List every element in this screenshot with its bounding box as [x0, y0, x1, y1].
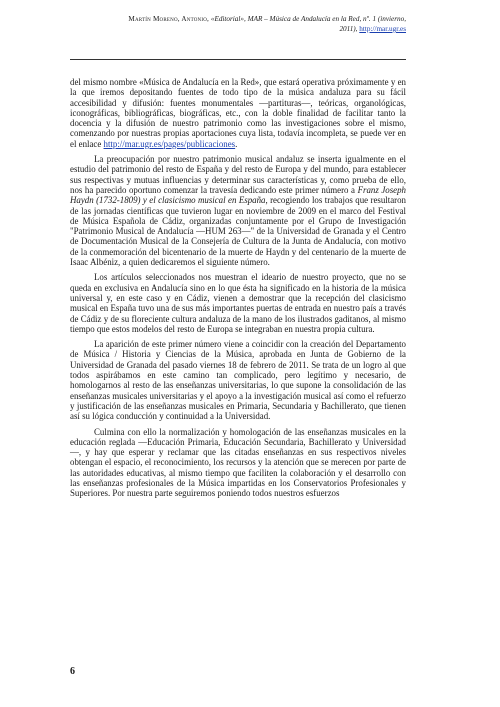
header-title: «Editorial», [210, 15, 246, 23]
issue-title-italic: Franz Joseph Haydn (1732-1809) y el clasicismo musical en España [70, 184, 406, 206]
paragraph-3: Los artículos seleccionados nos muestran el ideario de nuestro proyecto, que no se queda en exclusiva en Andalucía sino en lo que ésta ha significado en la historia de la música universal y, en este caso y en Cádiz, vienen a demostrar que la recepción del clasicismo musical en España tuvo una de sus más importantes puertas de entrada en nuestro país a través de Cádiz y de su floreciente cultura andaluza de la mano de los ilustrados gaditanos, al mismo tiempo que estos modelos del resto de Europa se integraban en nuestra propia cultura. [70, 272, 406, 334]
header-divider [70, 59, 406, 60]
publications-link[interactable]: http://mar.ugr.es/pages/publicaciones [103, 138, 236, 149]
running-header [70, 14, 406, 34]
paragraph-1-text: del mismo nombre «Música de Andalucía en la Red», que estará operativa próximamente y en la que iremos depositando fuentes de todo tipo de la música andaluza para su fácil accesibilidad y difusión: fuentes monumentales —partituras—, teóricas, organológicas, iconográficas, bibliográficas, biográficas, etc., con la doble finalidad de facilitar tanto la docencia y la difusión de nuestro patrimonio como las investigaciones sobre el mismo, comenzando por nuestras propias aportaciones cuya lista, todavía incompleta, se puede ver en el enlace [70, 77, 406, 149]
body-text [70, 77, 406, 504]
paragraph-5: Culmina con ello la normalización y homologación de las enseñanzas musicales en la educación reglada —Educación Primaria, Educación Secundaria, Bachillerato y Universidad—, y hay que esperar y reclamar que las citadas enseñanzas en sus respectivos niveles obtengan el espacio, el reconocimiento, los recursos y la atención que se merecen por parte de las autoridades educativas, al mismo tiempo que faciliten la colaboración y el desarrollo con las enseñanzas profesionales de la Música impartidas en los Conservatorios Profesionales y Superiores. Por nuestra parte seguiremos poniendo todos nuestros esfuerzos [70, 426, 406, 499]
paragraph-2-text: La preocupación por nuestro patrimonio musical andaluz se inserta igualmente en el estudio del patrimonio del resto de España y del resto de Europa y del mundo, para establecer sus respectivas y mutuas influencias y determinar sus características y, como prueba de ello, nos ha parecido oportuno comenzar la travesía dedicando este primer número a [70, 154, 406, 195]
page-number: 6 [70, 666, 75, 677]
paragraph-1 [70, 77, 406, 149]
header-author: Martín Moreno, Antonio, [128, 15, 210, 23]
header-issue: nº. 1 (invierno, [363, 15, 406, 23]
header-journal: MAR – Música de Andalucía en la Red, [247, 15, 362, 23]
header-url-link[interactable]: http://mar.ugr.es [359, 25, 406, 33]
paragraph-1-end: . [235, 138, 238, 149]
paragraph-2 [70, 154, 406, 267]
paragraph-4: La aparición de este primer número viene a coincidir con la creación del Departamento de Música / Historia y Ciencias de la Música, aprobada en Junta de Gobierno de la Universidad de Granada del pasado viernes 18 de febrero de 2011. Se trata de un logro al que todos aspirábamos en este camino tan complicado, pero legítimo y necesario, de homologarnos al resto de las enseñanzas universitarias, lo que supone la consolidación de las enseñanzas musicales universitarias y el apoyo a la investigación musical así como el refuerzo y justificación de las enseñanzas musicales en Primaria, Secundaria y Bachillerato, que tienen así su lógica conducción y continuidad a la Universidad. [70, 339, 406, 422]
header-year: 2011), [339, 25, 358, 33]
paragraph-2-rest: , recogiendo los trabajos que resultaron de las jornadas científicas que tuvieron lugar en noviembre de 2009 en el marco del Festival de Música Española de Cádiz, organizadas conjuntamente por el Grupo de Investigación "Patrimonio Musical de Andalucía —HUM 263—" de la Universidad de Granada y el Centro de Documentación Musical de la Consejería de Cultura de la Junta de Andalucía, con motivo de la conmemoración del bicentenario de la muerte de Haydn y del centenario de la muerte de Isaac Albéniz, a quien dedicaremos el siguiente número. [70, 195, 406, 268]
